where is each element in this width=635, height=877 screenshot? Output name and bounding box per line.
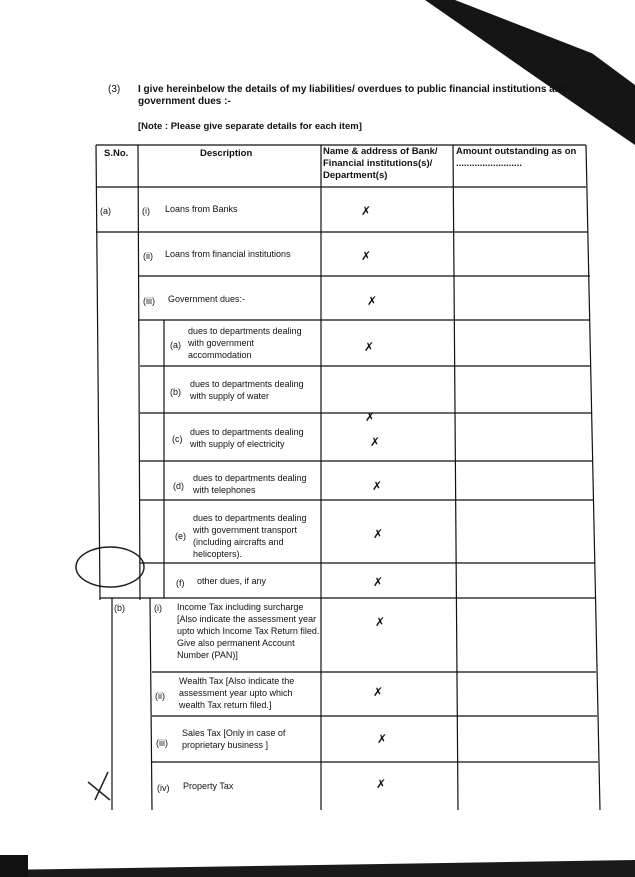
row-description: dues to departments dealing with government accommodation — [188, 326, 302, 360]
row-roman: (i) — [154, 603, 162, 613]
row-roman: (ii) — [143, 251, 153, 261]
row-description: Wealth Tax [Also indicate the assessment year upto which wealth Tax return filed.] — [179, 676, 295, 710]
cross-mark: ✗ — [373, 575, 384, 589]
cross-mark: ✗ — [370, 435, 381, 449]
cross-mark: ✗ — [377, 732, 388, 746]
header-description: Description — [200, 148, 253, 159]
cross-mark: ✗ — [364, 340, 375, 354]
section-heading: I give hereinbelow the details of my liabilities/ overdues to public financial institutions and government dues :- — [138, 84, 567, 107]
cross-mark: ✗ — [375, 615, 386, 629]
header-amount: Amount outstanding as on ......................... — [456, 146, 577, 169]
row-description: dues to departments dealing with government transport (including aircrafts and helicopters). — [193, 513, 307, 559]
cross-mark: ✗ — [376, 777, 387, 791]
row-roman: (i) — [142, 206, 150, 216]
row-sub: (c) — [172, 434, 183, 444]
cross-mark: ✗ — [373, 685, 384, 699]
row-description: Property Tax — [183, 781, 234, 791]
row-sub: (f) — [176, 578, 185, 588]
cross-mark: ✗ — [361, 249, 372, 263]
row-roman: (iv) — [157, 783, 170, 793]
row-roman: (iii) — [156, 738, 168, 748]
section-number: (3) — [108, 84, 121, 95]
cross-mark: ✗ — [361, 204, 372, 218]
row-description: dues to departments dealing with supply of electricity — [190, 427, 304, 449]
cross-mark: ✗ — [365, 410, 376, 424]
row-description: dues to departments dealing with telephones — [193, 473, 307, 495]
row-roman: (iii) — [143, 296, 155, 306]
row-description: other dues, if any — [197, 576, 267, 586]
row-description: Loans from Banks — [165, 204, 238, 214]
row-sno: (b) — [114, 603, 125, 613]
row-roman: (ii) — [155, 691, 165, 701]
row-sno: (a) — [100, 206, 111, 216]
row-sub: (d) — [173, 481, 184, 491]
row-description: Sales Tax [Only in case of proprietary business ] — [182, 728, 286, 750]
row-sub: (a) — [170, 340, 181, 350]
cross-mark: ✗ — [372, 479, 383, 493]
section-note: [Note : Please give separate details for each item] — [138, 121, 362, 132]
row-description: Loans from financial institutions — [165, 249, 291, 259]
header-sno: S.No. — [104, 148, 129, 159]
row-sub: (e) — [175, 531, 186, 541]
row-description: Government dues:- — [168, 294, 246, 304]
cross-mark: ✗ — [373, 527, 384, 541]
header-name-address: Name & address of Bank/ Financial institutions(s)/ Department(s) — [323, 146, 438, 181]
row-description: dues to departments dealing with supply of water — [190, 379, 304, 401]
cross-mark: ✗ — [367, 294, 378, 308]
row-sub: (b) — [170, 387, 181, 397]
row-description: Income Tax including surcharge [Also indicate the assessment year upto which Income Tax Return filed. Give also permanent Account Number (PAN)] — [177, 602, 320, 660]
